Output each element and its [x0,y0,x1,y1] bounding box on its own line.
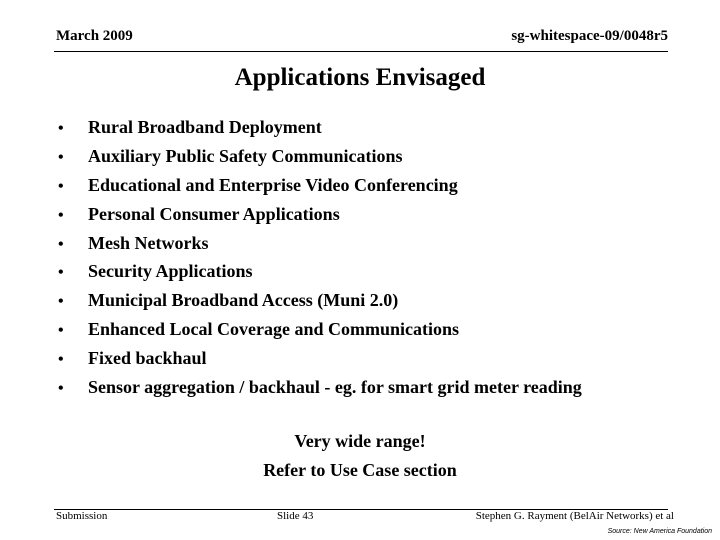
header-document-id: sg-whitespace-09/0048r5 [511,28,668,44]
bullet-icon: • [58,380,64,398]
bullet-icon: • [58,264,64,282]
note-use-case-reference: Refer to Use Case section [263,460,457,480]
bullet-icon: • [58,206,64,224]
bullet-item [58,142,582,171]
bullet-item [58,286,582,315]
header-divider [54,51,668,52]
bullet-list [58,113,582,402]
bullet-text: Enhanced Local Coverage and Communications [88,319,460,340]
footer-author: Stephen G. Rayment (BelAir Networks) et al [475,510,674,522]
bullet-text: Auxiliary Public Safety Communications [88,145,403,166]
bullet-icon: • [58,293,64,311]
bullet-text: Rural Broadband Deployment [88,117,322,137]
bullet-item [58,113,582,142]
note-wide-range: Very wide range! [294,431,426,451]
footer-submission: Submission [56,510,108,522]
bullet-icon: • [58,322,64,340]
bullet-icon: • [58,148,64,166]
bullet-text: Educational and Enterprise Video Conferencing [88,174,458,195]
bullet-item [58,171,582,200]
bullet-item [58,257,582,286]
bullet-item [58,200,582,229]
bullet-item [58,373,582,402]
bullet-icon: • [58,177,64,195]
bullet-item [58,344,582,373]
header-date: March 2009 [56,28,133,44]
footer-slide-number: Slide 43 [277,510,314,522]
bullet-icon: • [58,351,64,369]
bullet-text: Personal Consumer Applications [88,203,340,224]
bullet-text: Municipal Broadband Access (Muni 2.0) [88,290,399,311]
bullet-text: Mesh Networks [88,232,209,253]
bullet-item [58,229,582,258]
bullet-text: Sensor aggregation / backhaul - eg. for smart grid meter reading [88,377,582,398]
bullet-text: Security Applications [88,261,253,282]
source-credit: Source: New America Foundation [607,528,712,535]
bullet-text: Fixed backhaul [88,348,207,369]
bullet-icon: • [58,235,64,253]
bullet-item [58,315,582,344]
slide-title: Applications Envisaged [234,64,486,91]
bullet-icon: • [58,120,64,137]
